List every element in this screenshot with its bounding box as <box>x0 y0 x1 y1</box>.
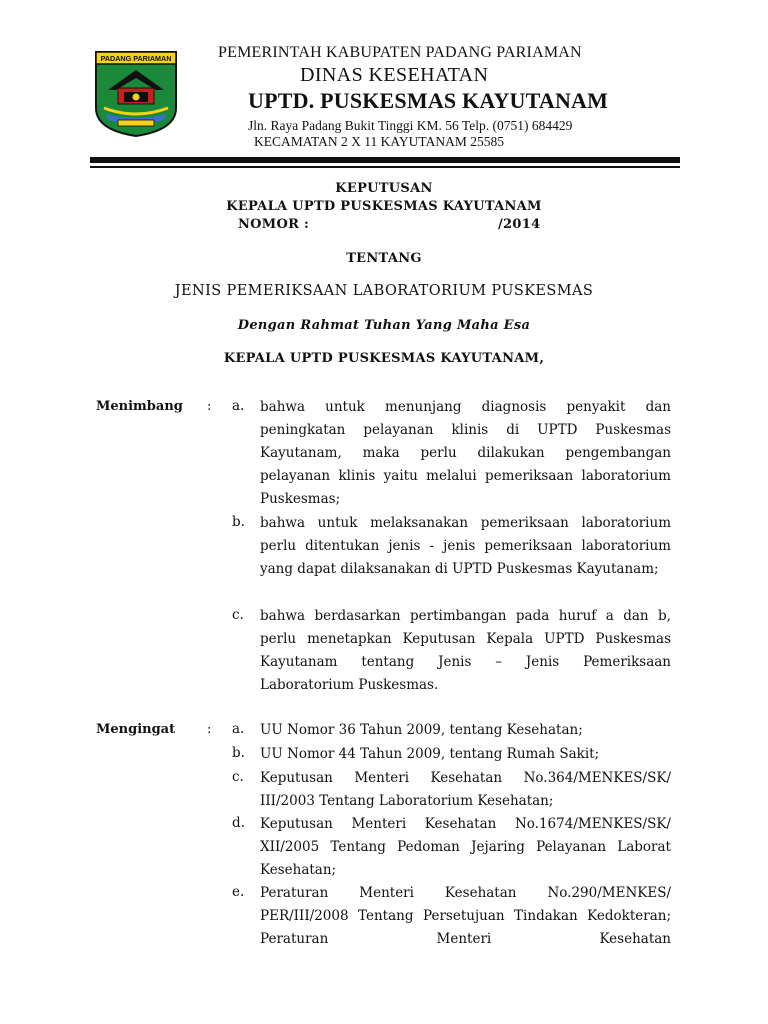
title-nomor-year: /2014 <box>498 217 541 232</box>
mengingat-item-c: Keputusan Menteri Kesehatan No.364/MENKES/SK/ III/2003 Tentang Laboratorium Kesehatan; <box>260 770 671 809</box>
emblem-banner-text: PADANG PARIAMAN <box>100 54 172 63</box>
letterhead-rule-thin <box>90 166 680 168</box>
mengingat-letter-c: c. <box>232 769 244 785</box>
mengingat-letter-e: e. <box>232 884 245 900</box>
mengingat-letter-a: a. <box>232 721 245 737</box>
mengingat-label: Mengingat <box>96 722 176 737</box>
mengingat-item-d: Keputusan Menteri Kesehatan No.1674/MENKES/SK/ XII/2005 Tentang Pedoman Jejaring Pelayanan Laborat Kesehatan; <box>260 816 671 878</box>
title-judul: JENIS PEMERIKSAAN LABORATORIUM PUSKESMAS <box>174 283 594 299</box>
title-keputusan: KEPUTUSAN <box>335 181 433 196</box>
menimbang-letter-b: b. <box>232 514 245 530</box>
title-nomor-label: NOMOR : <box>238 217 310 232</box>
title-tentang: TENTANG <box>346 251 422 266</box>
kop-kecamatan: KECAMATAN 2 X 11 KAYUTANAM 25585 <box>254 134 504 149</box>
kop-alamat: Jln. Raya Padang Bukit Tinggi KM. 56 Telp. (0751) 684429 <box>248 118 573 133</box>
title-rahmat: Dengan Rahmat Tuhan Yang Maha Esa <box>237 318 531 333</box>
kop-pemerintah: PEMERINTAH KABUPATEN PADANG PARIAMAN <box>218 44 582 61</box>
mengingat-letter-b: b. <box>232 745 245 761</box>
mengingat-item-b: UU Nomor 44 Tahun 2009, tentang Rumah Sakit; <box>260 746 600 762</box>
mengingat-letter-d: d. <box>232 815 245 831</box>
letterhead-rule-thick <box>90 157 680 163</box>
padang-pariaman-emblem <box>94 50 178 138</box>
menimbang-item-a: bahwa untuk menunjang diagnosis penyakit dan peningkatan pelayanan klinis di UPTD Puskesmas Kayutanam, maka perlu dilakukan pengembangan pelayanan klinis yaitu melalui pemeriksaan laboratorium Puskesmas; <box>260 399 671 507</box>
menimbang-colon: : <box>207 399 212 414</box>
kop-dinas: DINAS KESEHATAN <box>300 64 489 86</box>
title-kepala-puskesmas: KEPALA UPTD PUSKESMAS KAYUTANAM, <box>223 351 545 366</box>
menimbang-item-c: bahwa berdasarkan pertimbangan pada huruf a dan b, perlu menetapkan Keputusan Kepala UPTD Puskesmas Kayutanam tentang Jenis – Jenis Pemeriksaan Laboratorium Puskesmas. <box>260 608 671 693</box>
menimbang-letter-a: a. <box>232 398 245 414</box>
menimbang-item-b: bahwa untuk melaksanakan pemeriksaan laboratorium perlu ditentukan jenis - jenis pemeriksaan laboratorium yang dapat dilaksanakan di UPTD Puskesmas Kayutanam; <box>260 515 671 577</box>
menimbang-label: Menimbang <box>96 399 183 414</box>
title-kepala: KEPALA UPTD PUSKESMAS KAYUTANAM <box>226 199 542 214</box>
mengingat-item-a: UU Nomor 36 Tahun 2009, tentang Kesehatan; <box>260 722 583 738</box>
mengingat-item-e: Peraturan Menteri Kesehatan No.290/MENKES/ PER/III/2008 Tentang Persetujuan Tindakan Kedokteran; Peraturan Menteri Kesehatan <box>260 885 671 947</box>
menimbang-letter-c: c. <box>232 607 244 623</box>
mengingat-colon: : <box>207 722 212 737</box>
kop-puskesmas: UPTD. PUSKESMAS KAYUTANAM <box>248 88 609 113</box>
